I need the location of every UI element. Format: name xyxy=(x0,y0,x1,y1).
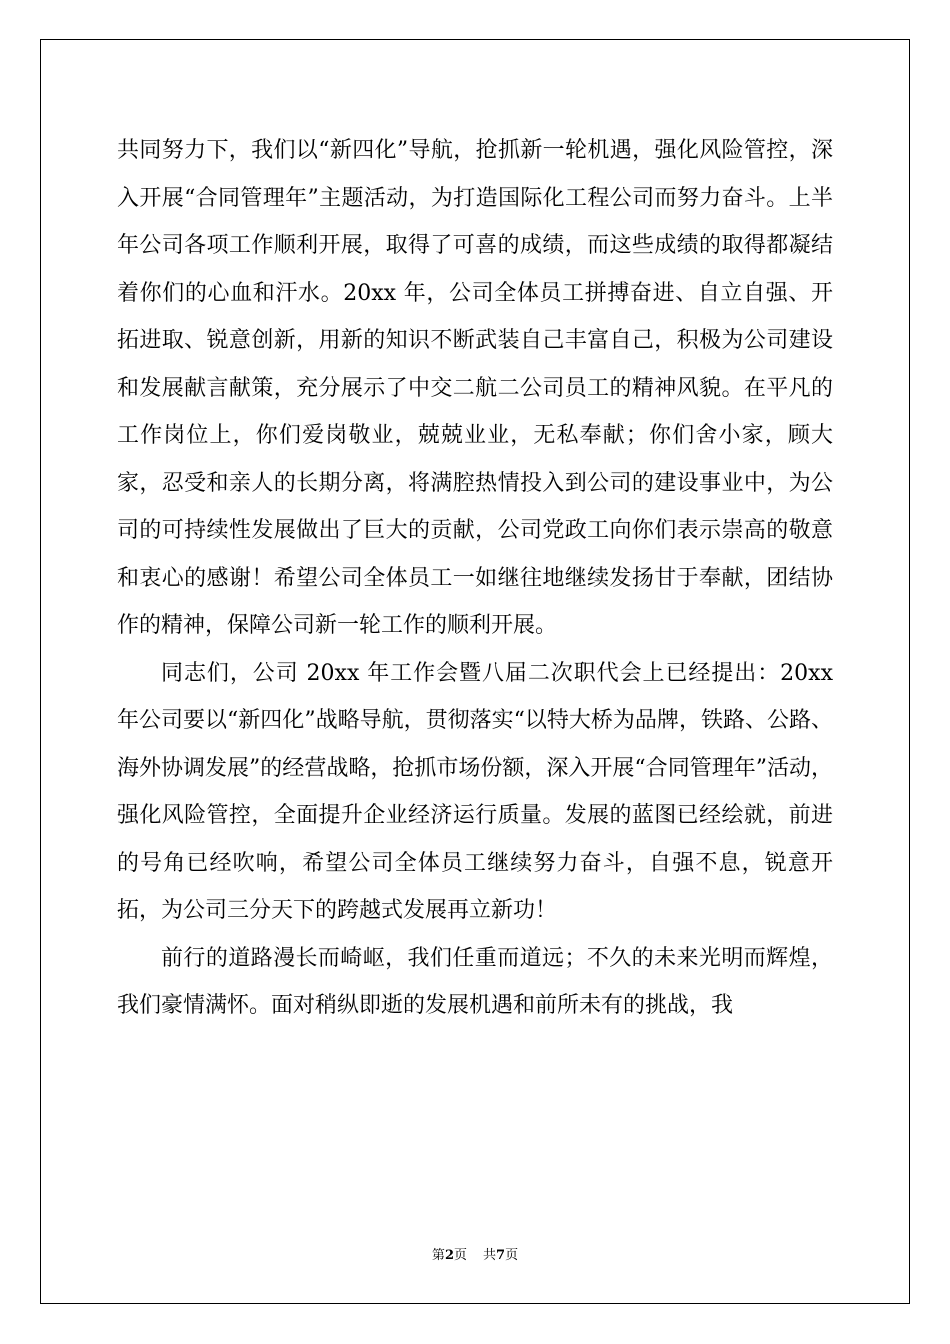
paragraph-1: 共同努力下，我们以“新四化”导航，抢抓新一轮机遇，强化风险管控，深入开展“合同管理年”主题活动，为打造国际化工程公司而努力奋斗。上半年公司各项工作顺利开展，取得了可喜的成绩，而这些成绩的取得都凝结着你们的心血和汗水。20xx 年，公司全体员工拼搏奋进、自立自强、开拓进取、锐意创新，用新的知识不断武装自己丰富自己，积极为公司建设和发展献言献策，充分展示了中交二航二公司员工的精神风貌。在平凡的工作岗位上，你们爱岗敬业，兢兢业业，无私奉献；你们舍小家，顾大家，忍受和亲人的长期分离，将满腔热情投入到公司的建设事业中，为公司的可持续性发展做出了巨大的贡献，公司党政工向你们表示崇高的敬意和衷心的感谢！希望公司全体员工一如继往地继续发扬甘于奉献，团结协作的精神，保障公司新一轮工作的顺利开展。 xyxy=(117,138,833,638)
page-footer xyxy=(0,1247,950,1265)
paragraph-3: 前行的道路漫长而崎岖，我们任重而道远；不久的未来光明而辉煌，我们豪情满怀。面对稍纵即逝的发展机遇和前所未有的挑战，我 xyxy=(117,945,833,1018)
page-suffix: 页 xyxy=(453,1248,467,1263)
total-suffix: 页 xyxy=(505,1248,519,1263)
page-prefix: 第 xyxy=(431,1248,445,1263)
total-prefix: 共 xyxy=(483,1248,497,1263)
document-body xyxy=(117,127,833,1030)
page-number: 2 xyxy=(444,1248,454,1263)
total-pages: 7 xyxy=(496,1248,506,1263)
paragraph-2: 同志们，公司 20xx 年工作会暨八届二次职代会上已经提出：20xx 年公司要以“新四化”战略导航，贯彻落实“以特大桥为品牌，铁路、公路、海外协调发展”的经营战略，抢抓市场份额，深入开展“合同管理年”活动，强化风险管控，全面提升企业经济运行质量。发展的蓝图已经绘就，前进的号角已经吹响，希望公司全体员工继续努力奋斗，自强不息，锐意开拓，为公司三分天下的跨越式发展再立新功！ xyxy=(117,660,833,923)
